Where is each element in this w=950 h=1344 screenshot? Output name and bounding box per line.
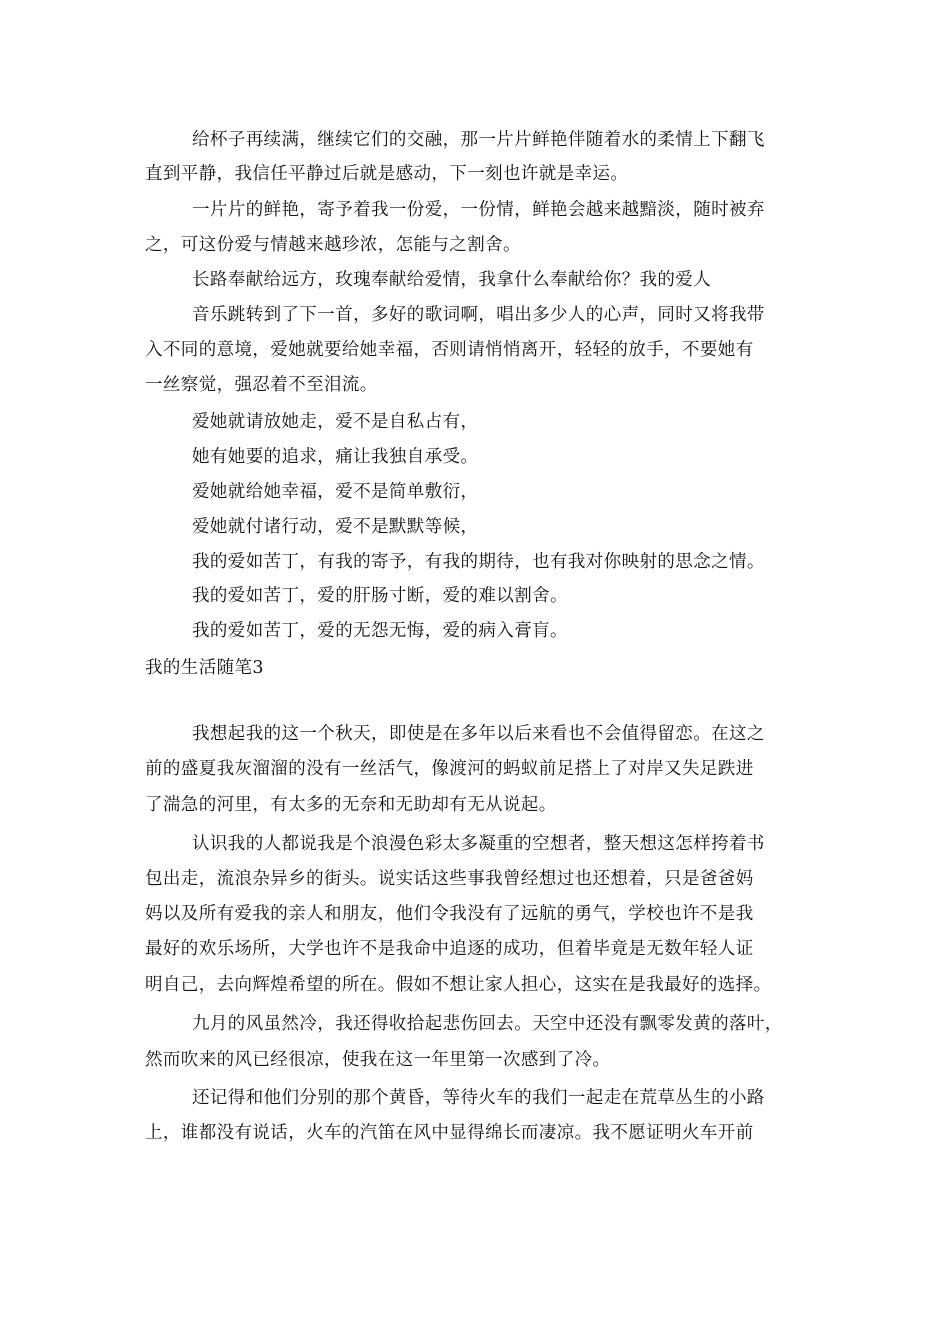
paragraph-line: 我想起我的这一个秋天，即使是在多年以后来看也不会值得留恋。在这之 (192, 724, 765, 744)
paragraph-line: 给杯子再续满，继续它们的交融，那一片片鲜艳伴随着水的柔情上下翻飞 (192, 130, 765, 150)
paragraph-line: 爱她就给她幸福，爱不是简单敷衍， (192, 482, 479, 502)
paragraph-line: 包出走，流浪杂异乡的街头。说实话这些事我曾经想过也还想着，只是爸爸妈 (145, 869, 754, 889)
paragraph-line: 我的爱如苦丁，爱的无怨无悔，爱的病入膏肓。 (192, 621, 568, 641)
paragraph-line: 一片片的鲜艳，寄予着我一份爱，一份情，鲜艳会越来越黯淡，随时被弃 (192, 200, 765, 220)
paragraph-line: 直到平静，我信任平静过后就是感动，下一刻也许就是幸运。 (145, 164, 629, 184)
paragraph-line: 音乐跳转到了下一首，多好的歌词啊，唱出多少人的心声，同时又将我带 (192, 305, 765, 325)
paragraph-line: 了湍急的河里，有太多的无奈和无助却有无从说起。 (145, 795, 557, 815)
paragraph-line: 九月的风虽然冷，我还得收拾起悲伤回去。天空中还没有飘零发黄的落叶， (192, 1014, 783, 1034)
section-heading: 我的生活随笔3 (145, 658, 264, 678)
paragraph-line: 上，谁都没有说话，火车的汽笛在风中显得绵长而凄凉。我不愿证明火车开前 (145, 1123, 754, 1143)
paragraph-line: 爱她就付诸行动，爱不是默默等候， (192, 517, 479, 537)
paragraph-line: 认识我的人都说我是个浪漫色彩太多凝重的空想者，整天想这怎样挎着书 (192, 834, 765, 854)
paragraph-line: 之，可这份爱与情越来越珍浓，怎能与之割舍。 (145, 235, 521, 255)
paragraph-line: 我的爱如苦丁，有我的寄予，有我的期待，也有我对你映射的思念之情。 (192, 552, 765, 572)
paragraph-line: 妈以及所有爱我的亲人和朋友，他们令我没有了远航的勇气，学校也许不是我 (145, 904, 754, 924)
paragraph-line: 还记得和他们分别的那个黄昏，等待火车的我们一起走在荒草丛生的小路 (192, 1088, 765, 1108)
paragraph-line: 入不同的意境，爱她就要给她幸福，否则请悄悄离开，轻轻的放手，不要她有 (145, 340, 754, 360)
paragraph-line: 最好的欢乐场所，大学也许不是我命中追逐的成功，但着毕竟是无数年轻人证 (145, 939, 754, 959)
paragraph-line: 爱她就请放她走，爱不是自私占有， (192, 412, 479, 432)
paragraph-line: 然而吹来的风已经很凉，使我在这一年里第一次感到了冷。 (145, 1050, 611, 1070)
paragraph-line: 前的盛夏我灰溜溜的没有一丝活气，像渡河的蚂蚁前足搭上了对岸又失足跌进 (145, 759, 754, 779)
paragraph-line: 她有她要的追求，痛让我独自承受。 (192, 447, 479, 467)
paragraph-line: 长路奉献给远方，玫瑰奉献给爱情，我拿什么奉献给你？我的爱人 (192, 270, 712, 290)
paragraph-line: 明自己，去向辉煌希望的所在。假如不想让家人担心，这实在是我最好的选择。 (145, 975, 772, 995)
paragraph-line: 我的爱如苦丁，爱的肝肠寸断，爱的难以割舍。 (192, 586, 568, 606)
paragraph-line: 一丝察觉，强忍着不至泪流。 (145, 375, 378, 395)
